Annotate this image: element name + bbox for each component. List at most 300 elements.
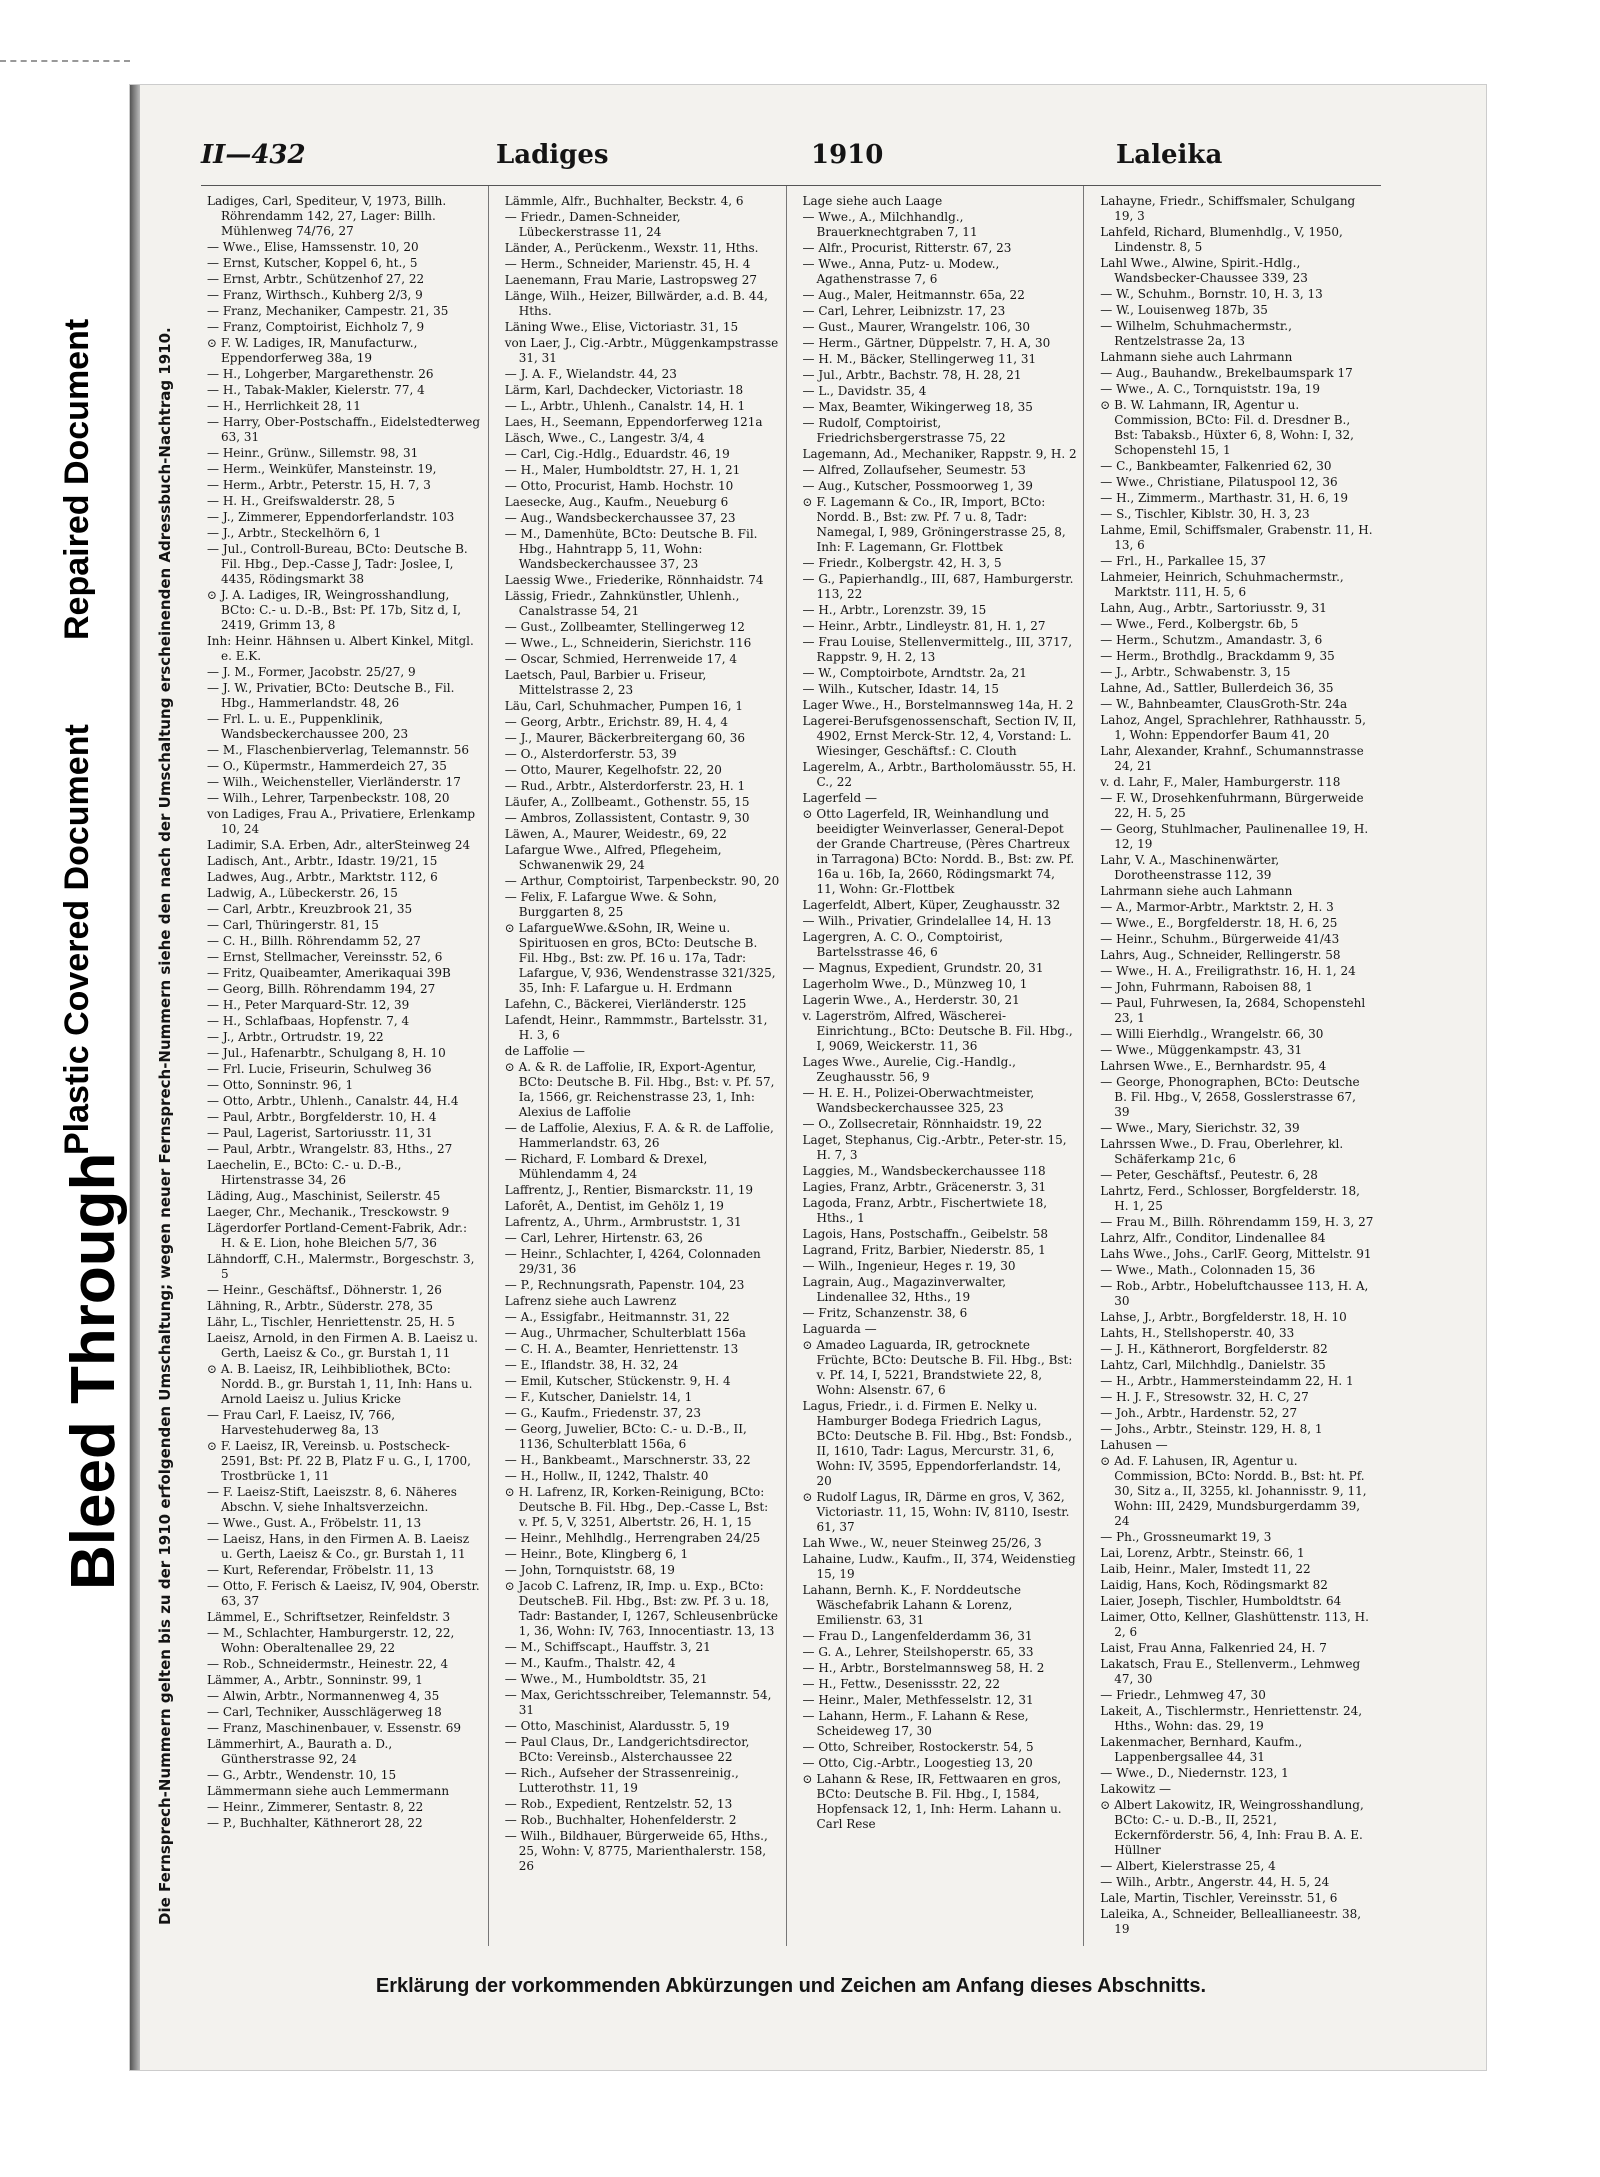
- directory-entry: Lafrentz, A., Uhrm., Armbruststr. 1, 31: [504, 1215, 742, 1229]
- page-binding-shadow: [130, 85, 140, 2070]
- directory-entry: — H. H., Greifswalderstr. 28, 5: [207, 494, 396, 508]
- directory-entry: ⊙ LafargueWwe.&Sohn, IR, Weine u. Spirituosen en gros, BCto: Deutsche B. Fil. Hbg., Bst: zw. Pf. 16 u. 17a, Tadr: Lafargue, V, 936, Wendenstrasse 321/325, 35, Inh: F. Lafargue u. H. Erdmann: [504, 921, 776, 995]
- directory-entry: — S., Tischler, Kiblstr. 30, H. 3, 23: [1100, 507, 1310, 521]
- directory-entry: — Otto, Maschinist, Alardusstr. 5, 19: [504, 1719, 730, 1733]
- directory-entry: Läsch, Wwe., C., Langestr. 3/4, 4: [504, 431, 705, 445]
- directory-entry: — Wilh., Ingenieur, Heges r. 19, 30: [802, 1259, 1016, 1273]
- directory-entry: Lähr, L., Tischler, Henriettenstr. 25, H. 5: [207, 1315, 455, 1329]
- directory-entry: Laggies, M., Wandsbeckerchaussee 118: [802, 1164, 1046, 1178]
- directory-entry: — Alfr., Procurist, Ritterstr. 67, 23: [802, 241, 1012, 255]
- directory-entry: Laleika, A., Schneider, Belleallianeestr. 38, 19: [1100, 1907, 1362, 1936]
- directory-entry: Lämmermann siehe auch Lemmermann: [207, 1784, 450, 1798]
- directory-entry: Länder, A., Perückenm., Wexstr. 11, Hths.: [504, 241, 759, 255]
- directory-entry: — F., Kutscher, Danielstr. 14, 1: [504, 1390, 693, 1404]
- directory-entry: — Heinr., Mehlhdlg., Herrengraben 24/25: [504, 1531, 761, 1545]
- directory-entry: — F. Laeisz-Stift, Laeiszstr. 8, 6. Näheres Abschn. V, siehe Inhaltsverzeichn.: [207, 1485, 457, 1514]
- directory-entry: — Herm., Arbtr., Peterstr. 15, H. 7, 3: [207, 478, 431, 492]
- directory-entry: Lakeit, A., Tischlermstr., Henriettenstr. 24, Hths., Wohn: das. 29, 19: [1100, 1704, 1363, 1733]
- directory-entry: — P., Rechnungsrath, Papenstr. 104, 23: [504, 1278, 745, 1292]
- directory-entry: — Ernst, Arbtr., Schützenhof 27, 22: [207, 272, 425, 286]
- directory-entry: — Kurt, Referendar, Fröbelstr. 11, 13: [207, 1563, 434, 1577]
- directory-entry: Lahmann siehe auch Lahrmann: [1100, 350, 1293, 364]
- directory-entry: — Heinr., Arbtr., Lindleystr. 81, H. 1, 27: [802, 619, 1046, 633]
- directory-entry: Lah Wwe., W., neuer Steinweg 25/26, 3: [802, 1536, 1042, 1550]
- directory-entry: — E., Iflandstr. 38, H. 32, 24: [504, 1358, 679, 1372]
- directory-entry: — G., Papierhandlg., III, 687, Hamburgerstr. 113, 22: [802, 572, 1074, 601]
- directory-entry: Lagerelm, A., Arbtr., Bartholomäusstr. 55, H. C., 22: [802, 760, 1077, 789]
- last-entry-keyword: Laleika: [1116, 140, 1223, 170]
- directory-entry: — Wwe., H. A., Freiligrathstr. 16, H. 1, 24: [1100, 964, 1356, 978]
- directory-entry: — H., Herrlichkeit 28, 11: [207, 399, 361, 413]
- directory-entry: — Carl, Lehrer, Hirtenstr. 63, 26: [504, 1231, 703, 1245]
- directory-entry: Lämmerhirt, A., Baurath a. D., Güntherstrasse 92, 24: [207, 1737, 393, 1766]
- directory-entry: ⊙ Ad. F. Lahusen, IR, Agentur u. Commission, BCto: Nordd. B., Bst: ht. Pf. 30, Sitz a., II, 3255, kl. Johannisstr. 9, 11, Wohn: III, 2429, Mundsburgerdamm 39, 24: [1100, 1454, 1367, 1528]
- directory-entry: — Heinr., Schlachter, I, 4264, Colonnaden 29/31, 36: [504, 1247, 761, 1276]
- directory-entry: — Aug., Wandsbeckerchaussee 37, 23: [504, 511, 736, 525]
- directory-entry: Laechelin, E., BCto: C.- u. D.-B., Hirtenstrasse 34, 26: [207, 1158, 402, 1187]
- directory-entry: — Paul, Arbtr., Borgfelderstr. 10, H. 4: [207, 1110, 437, 1124]
- directory-entry: — Wwe., E., Borgfelderstr. 18, H. 6, 25: [1100, 916, 1338, 930]
- directory-entry: — Wwe., L., Schneiderin, Sierichstr. 116: [504, 636, 752, 650]
- directory-entry: Lahfeld, Richard, Blumenhdlg., V, 1950, Lindenstr. 8, 5: [1100, 225, 1343, 254]
- directory-entry: — Georg, Billh. Röhrendamm 194, 27: [207, 982, 436, 996]
- directory-entry: Lahne, Ad., Sattler, Bullerdeich 36, 35: [1100, 681, 1334, 695]
- directory-entry: Laist, Frau Anna, Falkenried 24, H. 7: [1100, 1641, 1327, 1655]
- directory-entry: Laimer, Otto, Kellner, Glashüttenstr. 113, H. 2, 6: [1100, 1610, 1369, 1639]
- overlay-label-strip: [40, 120, 128, 1760]
- directory-entry: ⊙ F. Laeisz, IR, Vereinsb. u. Postscheck- 2591, Bst: Pf. 22 B, Platz F u. G., I, 1700, Trostbrücke 1, 11: [207, 1439, 471, 1483]
- directory-entry: — Gust., Zollbeamter, Stellingerweg 12: [504, 620, 745, 634]
- abbreviation-footnote: Erklärung der vorkommenden Abkürzungen und Zeichen am Anfang dieses Abschnitts.: [375, 1975, 1207, 1997]
- directory-entry: Lagerfeldt, Albert, Küper, Zeughausstr. 32: [802, 898, 1061, 912]
- directory-entry: — John, Tornquiststr. 68, 19: [504, 1563, 675, 1577]
- directory-entry: — Frau M., Billh. Röhrendamm 159, H. 3, 27: [1100, 1215, 1374, 1229]
- directory-entry: — M., Schiffscapt., Hauffstr. 3, 21: [504, 1640, 711, 1654]
- directory-entry: — Herm., Weinküfer, Mansteinstr. 19,: [207, 462, 437, 476]
- directory-entry: Lahme, Emil, Schiffsmaler, Grabenstr. 11, H. 13, 6: [1100, 523, 1373, 552]
- directory-entry: Ladwes, Aug., Arbtr., Marktstr. 112, 6: [207, 870, 438, 884]
- directory-entry: Lahn, Aug., Arbtr., Sartoriusstr. 9, 31: [1100, 601, 1327, 615]
- directory-entry: — Wwe., Anna, Putz- u. Modew., Agathenstrasse 7, 6: [802, 257, 1000, 286]
- directory-entry: — Wwe., D., Niedernstr. 123, 1: [1100, 1766, 1289, 1780]
- directory-entry: Lahusen —: [1100, 1438, 1168, 1452]
- directory-entry: — Paul, Fuhrwesen, Ia, 2684, Schopenstehl 23, 1: [1100, 996, 1366, 1025]
- directory-entry: Lai, Lorenz, Arbtr., Steinstr. 66, 1: [1100, 1546, 1305, 1560]
- directory-entry: — Fritz, Schanzenstr. 38, 6: [802, 1306, 968, 1320]
- directory-entry: — Franz, Wirthsch., Kuhberg 2/3, 9: [207, 288, 423, 302]
- directory-entry: — H. E. H., Polizei-Oberwachtmeister, Wandsbeckerchaussee 325, 23: [802, 1086, 1035, 1115]
- directory-entry: — O., Alsterdorferstr. 53, 39: [504, 747, 677, 761]
- vertical-note-text: Die Fernsprech-Nummern gelten bis zu der 1910 erfolgenden Umschaltung; wegen neuer Fernsprech-Nummern siehe den nach der Umschaltung erscheinenden Adressbuch-Nachtrag 1910.: [156, 327, 174, 1925]
- directory-entry: — J., Zimmerer, Eppendorferlandstr. 103: [207, 510, 455, 524]
- directory-entry: Laeger, Chr., Mechanik., Tresckowstr. 9: [207, 1205, 450, 1219]
- directory-entry: Lagois, Hans, Postschaffn., Geibelstr. 58: [802, 1227, 1048, 1241]
- directory-entry: — Willi Eierhdlg., Wrangelstr. 66, 30: [1100, 1027, 1324, 1041]
- directory-entry: — Wwe., Mary, Sierichstr. 32, 39: [1100, 1121, 1300, 1135]
- directory-entry: — Aug., Uhrmacher, Schulterblatt 156a: [504, 1326, 746, 1340]
- directory-entry: Laes, H., Seemann, Eppendorferweg 121a: [504, 415, 763, 429]
- directory-entry: — Wilhelm, Schuhmachermstr., Rentzelstrasse 2a, 13: [1100, 319, 1292, 348]
- directory-entry: — Emil, Kutscher, Stückenstr. 9, H. 4: [504, 1374, 731, 1388]
- directory-entry: — G., Kaufm., Friedenstr. 37, 23: [504, 1406, 701, 1420]
- directory-entry: — Fritz, Quaibeamter, Amerikaquai 39B: [207, 966, 451, 980]
- directory-entry: — Franz, Maschinenbauer, v. Essenstr. 69: [207, 1721, 462, 1735]
- directory-entry: — Herm., Gärtner, Düppelstr. 7, H. A, 30: [802, 336, 1051, 350]
- directory-entry: — Wilh., Arbtr., Angerstr. 44, H. 5, 24: [1100, 1875, 1330, 1889]
- directory-entry: Inh: Heinr. Hähnsen u. Albert Kinkel, Mitgl. e. E.K.: [207, 634, 474, 663]
- directory-entry: — J. H., Käthnerort, Borgfelderstr. 82: [1100, 1342, 1328, 1356]
- directory-entry: — Magnus, Expedient, Grundstr. 20, 31: [802, 961, 1044, 975]
- vertical-note: [144, 185, 194, 1935]
- directory-entry: Lärm, Karl, Dachdecker, Victoriastr. 18: [504, 383, 744, 397]
- directory-entry: — H. M., Bäcker, Stellingerweg 11, 31: [802, 352, 1037, 366]
- directory-entry: — Gust., Maurer, Wrangelstr. 106, 30: [802, 320, 1030, 334]
- directory-entry: — Heinr., Maler, Methfesselstr. 12, 31: [802, 1693, 1034, 1707]
- directory-entry: — Rud., Arbtr., Alsterdorferstr. 23, H. 1: [504, 779, 746, 793]
- directory-entry: — A., Marmor-Arbtr., Marktstr. 2, H. 3: [1100, 900, 1334, 914]
- directory-entry: Laidig, Hans, Koch, Rödingsmarkt 82: [1100, 1578, 1328, 1592]
- directory-entry: — H., Fettw., Desenissstr. 22, 22: [802, 1677, 1000, 1691]
- directory-entry: Lahtz, Carl, Milchhdlg., Danielstr. 35: [1100, 1358, 1326, 1372]
- directory-entry: ⊙ A. B. Laeisz, IR, Leihbibliothek, BCto: Nordd. B., gr. Burstah 1, 11, Inh: Hans u. Arnold Laeisz u. Julius Kricke: [207, 1362, 473, 1406]
- directory-entry: Lagemann, Ad., Mechaniker, Rappstr. 9, H. 2: [802, 447, 1077, 461]
- directory-entry: — M., Kaufm., Thalstr. 42, 4: [504, 1656, 676, 1670]
- directory-entry: — Jul., Controll-Bureau, BCto: Deutsche B. Fil. Hbg., Dep.-Casse J, Tadr: Joslee, I, 4435, Rödingsmarkt 38: [207, 542, 468, 586]
- directory-entry: — Heinr., Bote, Klingberg 6, 1: [504, 1547, 689, 1561]
- directory-entry: — Otto, Schreiber, Rostockerstr. 54, 5: [802, 1740, 1034, 1754]
- directory-entry: — Carl, Cig.-Hdlg., Eduardstr. 46, 19: [504, 447, 730, 461]
- directory-entry: ⊙ Jacob C. Lafrenz, IR, Imp. u. Exp., BCto: DeutscheB. Fil. Hbg., Bst: zw. Pf. 3 u. 18, Tadr: Bastander, I, 1267, Schleusenbrücke 1, 36, Wohn: IV, 763, Innocentiastr. 13, 13: [504, 1579, 779, 1638]
- directory-entry: ⊙ Albert Lakowitz, IR, Weingrosshandlung, BCto: C.- u. D.-B., II, 2521, Eckernförderstr. 56, 4, Inh: Frau B. A. E. Hüllner: [1100, 1798, 1364, 1857]
- directory-entry: Laeisz, Arnold, in den Firmen A. B. Laeisz u. Gerth, Laeisz & Co., gr. Burstah 1, 11: [207, 1331, 478, 1360]
- directory-entry: — Herm., Schneider, Marienstr. 45, H. 4: [504, 257, 751, 271]
- directory-entry: von Laer, J., Cig.-Arbtr., Müggenkampstrasse 31, 31: [504, 336, 779, 365]
- directory-entry: — Max, Gerichtsschreiber, Telemannstr. 54, 31: [504, 1688, 772, 1717]
- directory-entry: — Wwe., M., Humboldtstr. 35, 21: [504, 1672, 708, 1686]
- directory-entry: — Wwe., Math., Colonnaden 15, 36: [1100, 1263, 1316, 1277]
- directory-entry: — O., Zollsecretair, Rönnhaidstr. 19, 22: [802, 1117, 1043, 1131]
- directory-entry: — M., Schlachter, Hamburgerstr. 12, 22, Wohn: Oberaltenallee 29, 22: [207, 1626, 455, 1655]
- directory-entry: Lagerfeld —: [802, 791, 878, 805]
- directory-entry: — Frl., H., Parkallee 15, 37: [1100, 554, 1267, 568]
- directory-entry: — W., Comptoirbote, Arndtstr. 2a, 21: [802, 666, 1027, 680]
- directory-entry: Laetsch, Paul, Barbier u. Friseur, Mittelstrasse 2, 23: [504, 668, 707, 697]
- directory-entry: Lafendt, Heinr., Rammmstr., Bartelsstr. 31, H. 3, 6: [504, 1013, 768, 1042]
- directory-entry: — Max, Beamter, Wikingerweg 18, 35: [802, 400, 1033, 414]
- directory-entry: — F. W., Drosehkenfuhrmann, Bürgerweide 22, H. 5, 25: [1100, 791, 1364, 820]
- directory-entry: — H., Lohgerber, Margarethenstr. 26: [207, 367, 434, 381]
- directory-entry: — de Laffolie, Alexius, F. A. & R. de Laffolie, Hammerlandstr. 63, 26: [504, 1121, 774, 1150]
- directory-entry: — Carl, Arbtr., Kreuzbrook 21, 35: [207, 902, 413, 916]
- directory-entry: — Herm., Brothdlg., Brackdamm 9, 35: [1100, 649, 1335, 663]
- directory-entry: Laesecke, Aug., Kaufm., Neueburg 6: [504, 495, 729, 509]
- directory-entry: — Aug., Maler, Heitmannstr. 65a, 22: [802, 288, 1025, 302]
- directory-entry: — W., Schuhm., Bornstr. 10, H. 3, 13: [1100, 287, 1323, 301]
- directory-entry: — Heinr., Zimmerer, Sentastr. 8, 22: [207, 1800, 424, 1814]
- directory-entry: — Wwe., Elise, Hamssenstr. 10, 20: [207, 240, 419, 254]
- directory-entry: Lässig, Friedr., Zahnkünstler, Uhlenh., Canalstrasse 54, 21: [504, 589, 740, 618]
- directory-entry: — J. M., Former, Jacobstr. 25/27, 9: [207, 665, 416, 679]
- directory-entry: — A., Essigfabr., Heitmannstr. 31, 22: [504, 1310, 730, 1324]
- directory-entry: Lahr, V. A., Maschinenwärter, Dorotheenstrasse 112, 39: [1100, 853, 1280, 882]
- directory-entry: — Otto, Cig.-Arbtr., Loogestieg 13, 20: [802, 1756, 1033, 1770]
- directory-entry: Lagrain, Aug., Magazinverwalter, Lindenallee 32, Hths., 19: [802, 1275, 1007, 1304]
- first-entry-keyword: Ladiges: [496, 140, 609, 170]
- directory-entry: Lahaine, Ludw., Kaufm., II, 374, Weidenstieg 15, 19: [802, 1552, 1076, 1581]
- directory-entry: ⊙ H. Lafrenz, IR, Korken-Reinigung, BCto: Deutsche B. Fil. Hbg., Dep.-Casse L, Bst: v. Pf. 5, V, 3251, Albertstr. 26, H. 1, 15: [504, 1485, 769, 1529]
- directory-entry: — Frl. Lucie, Friseurin, Schulweg 36: [207, 1062, 432, 1076]
- directory-entry: Lale, Martin, Tischler, Vereinsstr. 51, 6: [1100, 1891, 1338, 1905]
- directory-entry: ⊙ Rudolf Lagus, IR, Därme en gros, V, 362, Victoriastr. 11, 15, Wohn: IV, 8110, Isestr. 61, 37: [802, 1490, 1070, 1534]
- directory-entry: Lakenmacher, Bernhard, Kaufm., Lappenbergsallee 44, 31: [1100, 1735, 1303, 1764]
- directory-entry: Lahl Wwe., Alwine, Spirit.-Hdlg., Wandsbecker-Chaussee 339, 23: [1100, 256, 1308, 285]
- directory-entry: — Carl, Techniker, Ausschlägerweg 18: [207, 1705, 442, 1719]
- directory-entry: — Wilh., Privatier, Grindelallee 14, H. 13: [802, 914, 1052, 928]
- directory-entry: — H., Bankbeamt., Marschnerstr. 33, 22: [504, 1453, 751, 1467]
- directory-entry: Lahrs, Aug., Schneider, Rellingerstr. 58: [1100, 948, 1341, 962]
- directory-entry: Läning Wwe., Elise, Victoriastr. 31, 15: [504, 320, 739, 334]
- directory-entry: Lakowitz —: [1100, 1782, 1171, 1796]
- directory-entry: — Rob., Arbtr., Hobeluftchaussee 113, H. A, 30: [1100, 1279, 1369, 1308]
- directory-entry: — H., Peter Marquard-Str. 12, 39: [207, 998, 410, 1012]
- directory-entry: — John, Fuhrmann, Raboisen 88, 1: [1100, 980, 1313, 994]
- directory-column-1: [201, 186, 489, 1946]
- directory-entry: ⊙ A. & R. de Laffolie, IR, Export-Agentur, BCto: Deutsche B. Fil. Hbg., Bst: v. Pf. 57, Ia, 1566, gr. Reichenstrasse 23, 1, Inh: Alexius de Laffolie: [504, 1060, 775, 1119]
- directory-entry: Lakatsch, Frau E., Stellenverm., Lehmweg 47, 30: [1100, 1657, 1361, 1686]
- directory-entry: — L., Davidstr. 35, 4: [802, 384, 927, 398]
- directory-entry: — C., Bankbeamter, Falkenried 62, 30: [1100, 459, 1332, 473]
- directory-entry: — Alfred, Zollaufseher, Seumestr. 53: [802, 463, 1026, 477]
- page-number: II—432: [201, 140, 306, 170]
- directory-entry: Lagoda, Franz, Arbtr., Fischertwiete 18, Hths., 1: [802, 1196, 1048, 1225]
- directory-entry: Lager Wwe., H., Borstelmannsweg 14a, H. 2: [802, 698, 1074, 712]
- directory-entry: — Ambros, Zollassistent, Contastr. 9, 30: [504, 811, 750, 825]
- directory-entry: — Friedr., Damen-Schneider, Lübeckerstrasse 11, 24: [504, 210, 681, 239]
- directory-entry: — Alwin, Arbtr., Normannenweg 4, 35: [207, 1689, 440, 1703]
- directory-entry: — Felix, F. Lafargue Wwe. & Sohn, Burggarten 8, 25: [504, 890, 717, 919]
- directory-entry: — Heinr., Geschäftsf., Döhnerstr. 1, 26: [207, 1283, 442, 1297]
- directory-entry: Länge, Wilh., Heizer, Billwärder, a.d. B. 44, Hths.: [504, 289, 768, 318]
- directory-entry: — Paul, Arbtr., Wrangelstr. 83, Hths., 27: [207, 1142, 453, 1156]
- directory-entry: — H., Maler, Humboldtstr. 27, H. 1, 21: [504, 463, 741, 477]
- directory-entry: — Frau D., Langenfelderdamm 36, 31: [802, 1629, 1033, 1643]
- directory-entry: — Otto, Sonninstr. 96, 1: [207, 1078, 354, 1092]
- directory-entry: de Laffolie —: [504, 1044, 585, 1058]
- directory-entry: Ladimir, S.A. Erben, Adr., alterSteinweg 24: [207, 838, 471, 852]
- directory-entry: — Joh., Arbtr., Hardenstr. 52, 27: [1100, 1406, 1298, 1420]
- directory-entry: — Franz, Mechaniker, Campestr. 21, 35: [207, 304, 449, 318]
- directory-entry: — J. A. F., Wielandstr. 44, 23: [504, 367, 677, 381]
- directory-entry: — Franz, Comptoirist, Eichholz 7, 9: [207, 320, 425, 334]
- directory-column-2: [499, 186, 787, 1946]
- document-page: [130, 85, 1486, 2070]
- directory-entry: — Oscar, Schmied, Herrenweide 17, 4: [504, 652, 737, 666]
- directory-entry: Lafargue Wwe., Alfred, Pflegeheim, Schwanenwik 29, 24: [504, 843, 722, 872]
- directory-entry: Lagergren, A. C. O., Comptoirist, Bartelsstrasse 46, 6: [802, 930, 1003, 959]
- directory-entry: Lagies, Franz, Arbtr., Gräcenerstr. 3, 31: [802, 1180, 1047, 1194]
- directory-entry: Ladwig, A., Lübeckerstr. 26, 15: [207, 886, 398, 900]
- directory-year: 1910: [811, 140, 884, 170]
- directory-entry: — J., Arbtr., Schwabenstr. 3, 15: [1100, 665, 1291, 679]
- directory-entry: — Heinr., Schuhm., Bürgerweide 41/43: [1100, 932, 1340, 946]
- directory-entry: Lahs Wwe., Johs., CarlF. Georg, Mittelstr. 91: [1100, 1247, 1372, 1261]
- directory-entry: Lahrz, Alfr., Conditor, Lindenallee 84: [1100, 1231, 1326, 1245]
- directory-entry: Lahmeier, Heinrich, Schuhmachermstr., Marktstr. 111, H. 5, 6: [1100, 570, 1344, 599]
- directory-entry: Lahrmann siehe auch Lahmann: [1100, 884, 1293, 898]
- directory-entry: — Rudolf, Comptoirist, Friedrichsbergerstrasse 75, 22: [802, 416, 1006, 445]
- directory-entry: — Carl, Lehrer, Leibnizstr. 17, 23: [802, 304, 1006, 318]
- directory-entry: — Rob., Schneidermstr., Heinestr. 22, 4: [207, 1657, 449, 1671]
- directory-column-4: [1094, 186, 1381, 1946]
- directory-entry: Laenemann, Frau Marie, Lastropsweg 27: [504, 273, 757, 287]
- directory-entry: Laier, Joseph, Tischler, Humboldtstr. 64: [1100, 1594, 1342, 1608]
- directory-entry: Läufer, A., Zollbeamt., Gothenstr. 55, 15: [504, 795, 750, 809]
- directory-entry: Lägerdorfer Portland-Cement-Fabrik, Adr.: H. & E. Lion, hohe Bleichen 5/7, 36: [207, 1221, 468, 1250]
- directory-entry: — Otto, Procurist, Hamb. Hochstr. 10: [504, 479, 734, 493]
- directory-entry: Lagerei-Berufsgenossenschaft, Section IV, II, 4902, Ernst Merck-Str. 12, 4, Vorstand: L. Wiesinger, Geschäftsf.: C. Clouth: [802, 714, 1077, 758]
- overlay-label-repaired: Repaired Document: [58, 318, 96, 640]
- directory-entry: — Otto, F. Ferisch & Laeisz, IV, 904, Oberstr. 63, 37: [207, 1579, 480, 1608]
- directory-entry: — Rob., Buchhalter, Hohenfelderstr. 2: [504, 1813, 737, 1827]
- directory-entry: Lämmle, Alfr., Buchhalter, Beckstr. 4, 6: [504, 194, 744, 208]
- directory-entry: ⊙ J. A. Ladiges, IR, Weingrosshandlung, BCto: C.- u. D.-B., Bst: Pf. 17b, Sitz d, I, 2419, Grimm 13, 8: [207, 588, 462, 632]
- directory-entry: — Georg, Juwelier, BCto: C.- u. D.-B., II, 1136, Schulterblatt 156a, 6: [504, 1422, 747, 1451]
- directory-entry: Laessig Wwe., Friederike, Rönnhaidstr. 74: [504, 573, 764, 587]
- directory-entry: v. d. Lahr, F., Maler, Hamburgerstr. 118: [1100, 775, 1341, 789]
- directory-entry: Laforêt, A., Dentist, im Gehölz 1, 19: [504, 1199, 724, 1213]
- directory-entry: Laguarda —: [802, 1322, 877, 1336]
- directory-entry: — Heinr., Grünw., Sillemstr. 98, 31: [207, 446, 419, 460]
- directory-entry: Lahoz, Angel, Sprachlehrer, Rathhausstr. 5, 1, Wohn: Eppendorfer Baum 41, 20: [1100, 713, 1366, 742]
- directory-entry: Lagrand, Fritz, Barbier, Niederstr. 85, 1: [802, 1243, 1046, 1257]
- directory-entry: — M., Damenhüte, BCto: Deutsche B. Fil. Hbg., Hahntrapp 5, 11, Wohn: Wandsbeckerchaussee 37, 23: [504, 527, 758, 571]
- directory-entry: Ladiges, Carl, Spediteur, V, 1973, Billh. Röhrendamm 142, 27, Lager: Billh. Mühlenweg 74/76, 27: [207, 194, 447, 238]
- directory-entry: Laffrentz, J., Rentier, Bismarckstr. 11, 19: [504, 1183, 754, 1197]
- directory-entry: — H., Schlafbaas, Hopfenstr. 7, 4: [207, 1014, 410, 1028]
- directory-entry: von Ladiges, Frau A., Privatiere, Erlenkamp 10, 24: [207, 807, 476, 836]
- directory-entry: — Ernst, Kutscher, Koppel 6, ht., 5: [207, 256, 418, 270]
- directory-entry: — G. A., Lehrer, Steilshoperstr. 65, 33: [802, 1645, 1034, 1659]
- directory-entry: Lahrsen Wwe., E., Bernhardstr. 95, 4: [1100, 1059, 1327, 1073]
- directory-entry: — Rob., Expedient, Rentzelstr. 52, 13: [504, 1797, 733, 1811]
- directory-entry: — H., Tabak-Makler, Kielerstr. 77, 4: [207, 383, 425, 397]
- directory-entry: Lafrenz siehe auch Lawrenz: [504, 1294, 677, 1308]
- directory-entry: ⊙ Otto Lagerfeld, IR, Weinhandlung und beeidigter Weinverlasser, General-Depot der Grande Chartreuse, (Pères Chartreux in Tarragona) BCto: Nordd. B., Bst: zw. Pf. 16a u. 16b, Ia, 2660, Rödingsmarkt 74, 11, Wohn: Gr.-Flottbek: [802, 807, 1075, 896]
- directory-entry: ⊙ F. Lagemann & Co., IR, Import, BCto: Nordd. B., Bst: zw. Pf. 7 u. 8, Tadr: Namegal, I, 989, Gröningerstrasse 25, 8, Inh: F. Lagemann, Gr. Flottbek: [802, 495, 1066, 554]
- directory-entry: — Friedr., Kolbergstr. 42, H. 3, 5: [802, 556, 1002, 570]
- directory-column-3: [797, 186, 1085, 1946]
- directory-entry: Lagerin Wwe., A., Herderstr. 30, 21: [802, 993, 1020, 1007]
- directory-entry: — Frau Louise, Stellenvermittelg., III, 3717, Rappstr. 9, H. 2, 13: [802, 635, 1073, 664]
- directory-entry: Läu, Carl, Schuhmacher, Pumpen 16, 1: [504, 699, 744, 713]
- directory-entry: — Wilh., Lehrer, Tarpenbeckstr. 108, 20: [207, 791, 450, 805]
- directory-entry: — Paul Claus, Dr., Landgerichtsdirector, BCto: Vereinsb., Alsterchaussee 22: [504, 1735, 750, 1764]
- directory-entry: Lahr, Alexander, Krahnf., Schumannstrasse 24, 21: [1100, 744, 1364, 773]
- directory-entry: — Wwe., A., Milchhandlg., Brauerknechtgraben 7, 11: [802, 210, 978, 239]
- directory-entry: — H. J. F., Stresowstr. 32, H. C, 27: [1100, 1390, 1309, 1404]
- directory-entry: — Richard, F. Lombard & Drexel, Mühlendamm 4, 24: [504, 1152, 708, 1181]
- directory-entry: — Peter, Geschäftsf., Peutestr. 6, 28: [1100, 1168, 1318, 1182]
- directory-entry: — Wwe., Müggenkampstr. 43, 31: [1100, 1043, 1303, 1057]
- directory-entry: — Otto, Arbtr., Uhlenh., Canalstr. 44, H.4: [207, 1094, 459, 1108]
- directory-entry: Ladisch, Ant., Arbtr., Idastr. 19/21, 15: [207, 854, 438, 868]
- directory-entry: Lages Wwe., Aurelie, Cig.-Handlg., Zeughausstr. 56, 9: [802, 1055, 1016, 1084]
- directory-columns: [201, 185, 1381, 1946]
- directory-entry: — H., Arbtr., Hammersteindamm 22, H. 1: [1100, 1374, 1354, 1388]
- directory-entry: — Wilh., Kutscher, Idastr. 14, 15: [802, 682, 1000, 696]
- directory-entry: ⊙ F. W. Ladiges, IR, Manufacturw., Eppendorferweg 38a, 19: [207, 336, 418, 365]
- directory-entry: — Aug., Kutscher, Possmoorweg 1, 39: [802, 479, 1033, 493]
- directory-entry: — C. H. A., Beamter, Henriettenstr. 13: [504, 1342, 739, 1356]
- directory-entry: — H., Arbtr., Lorenzstr. 39, 15: [802, 603, 987, 617]
- directory-entry: — George, Phonographen, BCto: Deutsche B. Fil. Hbg., V, 2658, Gosslerstrasse 67, 39: [1100, 1075, 1360, 1119]
- directory-entry: — Wwe., Christiane, Pilatuspool 12, 36: [1100, 475, 1338, 489]
- directory-entry: Lahse, J., Arbtr., Borgfelderstr. 18, H. 10: [1100, 1310, 1347, 1324]
- directory-entry: — H., Zimmerm., Marthastr. 31, H. 6, 19: [1100, 491, 1349, 505]
- directory-entry: Lahayne, Friedr., Schiffsmaler, Schulgang 19, 3: [1100, 194, 1356, 223]
- directory-entry: — Harry, Ober-Postschaffn., Eidelstedterweg 63, 31: [207, 415, 481, 444]
- directory-entry: Lähning, R., Arbtr., Süderstr. 278, 35: [207, 1299, 434, 1313]
- directory-entry: Läwen, A., Maurer, Weidestr., 69, 22: [504, 827, 727, 841]
- directory-entry: — Frl. L. u. E., Puppenklinik, Wandsbeckerchaussee 200, 23: [207, 712, 409, 741]
- directory-entry: — J. W., Privatier, BCto: Deutsche B., Fil. Hbg., Hammerlandstr. 48, 26: [207, 681, 455, 710]
- directory-entry: — Jul., Hafenarbtr., Schulgang 8, H. 10: [207, 1046, 446, 1060]
- directory-entry: — H., Arbtr., Borstelmannsweg 58, H. 2: [802, 1661, 1045, 1675]
- directory-entry: — Carl, Thüringerstr. 81, 15: [207, 918, 379, 932]
- directory-entry: Lagerholm Wwe., D., Münzweg 10, 1: [802, 977, 1028, 991]
- directory-entry: Lämmel, E., Schriftsetzer, Reinfeldstr. 3: [207, 1610, 451, 1624]
- directory-entry: — Georg, Arbtr., Erichstr. 89, H. 4, 4: [504, 715, 728, 729]
- directory-entry: — W., Louisenweg 187b, 35: [1100, 303, 1268, 317]
- directory-entry: Lahrtz, Ferd., Schlosser, Borgfelderstr. 18, H. 1, 25: [1100, 1184, 1360, 1213]
- directory-entry: — Laeisz, Hans, in den Firmen A. B. Laeisz u. Gerth, Laeisz & Co., gr. Burstah 1, 11: [207, 1532, 470, 1561]
- directory-entry: — Ph., Grossneumarkt 19, 3: [1100, 1530, 1272, 1544]
- directory-entry: v. Lagerström, Alfred, Wäscherei-Einrichtung., BCto: Deutsche B. Fil. Hbg., I, 9069, Weickerstr. 11, 36: [802, 1009, 1073, 1053]
- directory-entry: — Georg, Stuhlmacher, Paulinenallee 19, H. 12, 19: [1100, 822, 1369, 851]
- directory-entry: Lähndorff, C.H., Malermstr., Borgeschstr. 3, 5: [207, 1252, 475, 1281]
- directory-entry: — H., Hollw., II, 1242, Thalstr. 40: [504, 1469, 709, 1483]
- directory-entry: — Jul., Arbtr., Bachstr. 78, H. 28, 21: [802, 368, 1022, 382]
- directory-entry: ⊙ Lahann & Rese, IR, Fettwaaren en gros, BCto: Deutsche B. Fil. Hbg., I, 1584, Hopfensack 12, 1, Inh: Herm. Lahann u. Carl Rese: [802, 1772, 1062, 1831]
- directory-entry: ⊙ Amadeo Laguarda, IR, getrocknete Früchte, BCto: Deutsche B. Fil. Hbg., Bst: v. Pf. 14, I, 5221, Brandstwiete 22, 8, Wohn: Alsenstr. 67, 6: [802, 1338, 1073, 1397]
- directory-entry: ⊙ B. W. Lahmann, IR, Agentur u. Commission, BCto: Fil. d. Dresdner B., Bst: Tabaksb., Hüxter 6, 8, Wohn: I, 32, Schopenstehl 15, 1: [1100, 398, 1354, 457]
- directory-entry: Lafehn, C., Bäckerei, Vierländerstr. 125: [504, 997, 747, 1011]
- directory-entry: — Wwe., Gust. A., Fröbelstr. 11, 13: [207, 1516, 422, 1530]
- directory-entry: — Frau Carl, F. Laeisz, IV, 766, Harvestehuderweg 8a, 13: [207, 1408, 396, 1437]
- directory-entry: — J., Arbtr., Ortrudstr. 19, 22: [207, 1030, 384, 1044]
- directory-entry: — W., Bahnbeamter, ClausGroth-Str. 24a: [1100, 697, 1348, 711]
- directory-entry: — J., Maurer, Bäckerbreitergang 60, 36: [504, 731, 745, 745]
- directory-entry: — L., Arbtr., Uhlenh., Canalstr. 14, H. 1: [504, 399, 746, 413]
- directory-entry: — Johs., Arbtr., Steinstr. 129, H. 8, 1: [1100, 1422, 1323, 1436]
- directory-entry: — Wilh., Weichensteller, Vierländerstr. 17: [207, 775, 461, 789]
- directory-entry: Lahrssen Wwe., D. Frau, Oberlehrer, kl. Schäferkamp 21c, 6: [1100, 1137, 1344, 1166]
- directory-entry: — Wilh., Bildhauer, Bürgerweide 65, Hths., 25, Wohn: V, 8775, Marienthalerstr. 158, 26: [504, 1829, 768, 1873]
- directory-entry: Lagus, Friedr., i. d. Firmen E. Nelky u. Hamburger Bodega Friedrich Lagus, BCto: Deutsche B. Fil. Hbg., Bst: Fondsb., II, 1610, Tadr: Lagus, Mercurstr. 31, 6, Wohn: IV, 3595, Eppendorferlandstr. 14, 20: [802, 1399, 1073, 1488]
- overlay-label-plastic-covered: Plastic Covered Document: [58, 724, 96, 1155]
- directory-entry: — Arthur, Comptoirist, Tarpenbeckstr. 90, 20: [504, 874, 780, 888]
- directory-entry: — Paul, Lagerist, Sartoriusstr. 11, 31: [207, 1126, 433, 1140]
- directory-entry: — C. H., Billh. Röhrendamm 52, 27: [207, 934, 421, 948]
- directory-entry: — Wwe., Ferd., Kolbergstr. 6b, 5: [1100, 617, 1299, 631]
- directory-entry: — Ernst, Stellmacher, Vereinsstr. 52, 6: [207, 950, 443, 964]
- directory-entry: Lahts, H., Stellshoperstr. 40, 33: [1100, 1326, 1295, 1340]
- page-header: [201, 140, 1401, 180]
- directory-entry: — G., Arbtr., Wendenstr. 10, 15: [207, 1768, 397, 1782]
- directory-entry: — Albert, Kielerstrasse 25, 4: [1100, 1859, 1276, 1873]
- directory-entry: Lämmer, A., Arbtr., Sonninstr. 99, 1: [207, 1673, 423, 1687]
- directory-entry: — M., Flaschenbierverlag, Telemannstr. 56: [207, 743, 469, 757]
